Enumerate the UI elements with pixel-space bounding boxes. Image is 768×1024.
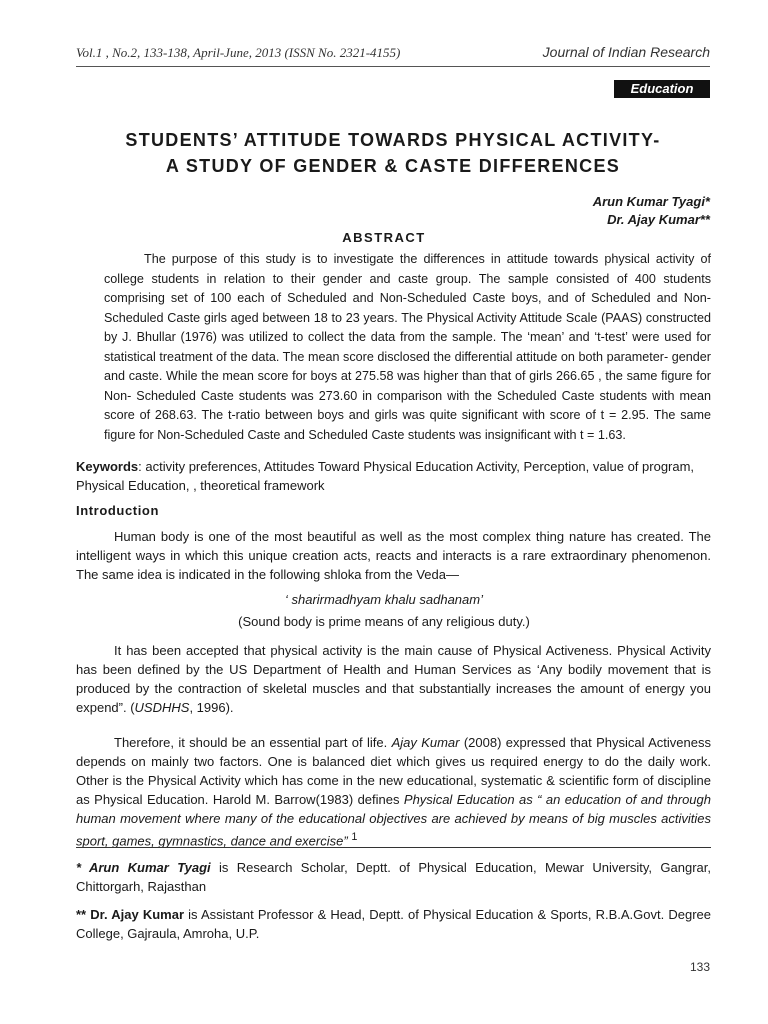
para3-text-a: Therefore, it should be an essential part of life.: [114, 735, 392, 750]
intro-paragraph-2: [76, 641, 711, 717]
keywords-text: : activity preferences, Attitudes Toward Physical Education Activity, Perception, value of program, Physical Education, , theoretical framework: [76, 459, 695, 493]
para3-text-b: (2008) expressed that Physical Activeness depends on mainly two factors. One is balanced diet which gives us required energy to do the daily work. Other is the Physical Activity which has come in the new educational, systematic & scientific form of discipline as Physical Education. Harold M. Barrow(1983) defines: [76, 735, 711, 807]
footnote-2-text: is Assistant Professor & Head, Deptt. of Physical Education & Sports, R.B.A.Govt. Degree College, Gajraula, Amroha, U.P.: [76, 907, 711, 941]
keywords: [76, 457, 711, 495]
title-line-1: STUDENTS’ ATTITUDE TOWARDS PHYSICAL ACTIVITY-: [125, 130, 661, 150]
paper-title: [76, 127, 710, 179]
para3-quote: Physical Education as “ an education of and through human movement where many of the educational objectives are achieved by means of big muscles activities sport, games, gymnastics, dance and exercise”: [76, 792, 711, 849]
journal-name: Journal of Indian Research: [542, 44, 710, 60]
para3-author: Ajay Kumar: [391, 735, 460, 750]
footnote-ref: 1: [351, 831, 358, 843]
intro-paragraph-1-text: Human body is one of the most beautiful as well as the most complex thing nature has created. The intelligent ways in which this unique creation acts, reacts and interacts is a rare extraordinary phenomenon. The same idea is indicated in the following shloka from the Veda—: [76, 529, 711, 582]
keywords-label: Keywords: [76, 459, 139, 474]
footnote-1-text: is Research Scholar, Deptt. of Physical Education, Mewar University, Gangrar, Chittorgarh, Rajasthan: [76, 860, 711, 894]
footnote-2: [76, 905, 711, 943]
para2-text-b: , 1996).: [189, 700, 234, 715]
abstract-text: The purpose of this study is to investigate the differences in attitude towards physical activity of college students in relation to their gender and caste group. The sample consisted of 400 students comprising set of 100 each of Scheduled and Non-Scheduled Caste boys, and of Scheduled and Non-Scheduled Caste girls aged between 18 to 23 years. The Physical Activity Attitude Scale (PAAS) constructed by J. Bhullar (1976) was utilized to collect the data from the sample. The ‘mean’ and ‘t-test’ were used for statistical treatment of the data. The mean score disclosed the differential attitude on both parameter- gender and caste. While the mean score for boys at 275.58 was higher than that of girls 266.65 , the same figure for Non- Scheduled Caste students was 273.60 in comparison with the Scheduled Caste students with mean score of 268.63. The t-ratio between boys and girls was quite significant with score of t = 2.95. The same figure for Non-Scheduled Caste and Scheduled Caste students was insignificant with t = 1.63.: [104, 252, 711, 442]
footnote-1: [76, 858, 711, 896]
citation-line: Vol.1 , No.2, 133-138, April-June, 2013 (ISSN No. 2321-4155): [76, 45, 401, 60]
intro-paragraph-3-text: [76, 733, 711, 850]
footnote-1-mark: *: [76, 860, 89, 875]
intro-paragraph-3: [76, 733, 711, 850]
para2-citation: USDHHS: [134, 700, 190, 715]
abstract-heading: ABSTRACT: [342, 230, 426, 245]
footnote-2-mark: **: [76, 907, 91, 922]
shloka-translation: (Sound body is prime means of any religious duty.): [238, 614, 530, 629]
footnote-1-name: Arun Kumar Tyagi: [88, 860, 211, 875]
intro-paragraph-2-text: [76, 641, 711, 717]
page-number: 133: [689, 960, 710, 974]
author-1: Arun Kumar Tyagi*: [592, 194, 710, 209]
footnote-divider: [76, 847, 711, 848]
abstract-body: [104, 250, 711, 445]
section-heading-introduction: Introduction: [76, 503, 160, 518]
section-badge: Education: [614, 80, 710, 98]
header-divider: [76, 66, 710, 67]
title-line-2: A STUDY OF GENDER & CASTE DIFFERENCES: [165, 156, 621, 176]
intro-paragraph-1: [76, 527, 711, 584]
author-2: Dr. Ajay Kumar**: [607, 212, 710, 227]
para2-text-a: It has been accepted that physical activity is the main cause of Physical Activeness. Physical Activity has been defined by the US Department of Health and Human Services as ‘Any bodily movement that is produced by the contraction of skeletal muscles and that substantially increases the amount of energy you expend”. (: [76, 643, 711, 715]
footnote-2-name: Dr. Ajay Kumar: [90, 907, 185, 922]
shloka: ‘ sharirmadhyam khalu sadhanam’: [285, 592, 483, 607]
